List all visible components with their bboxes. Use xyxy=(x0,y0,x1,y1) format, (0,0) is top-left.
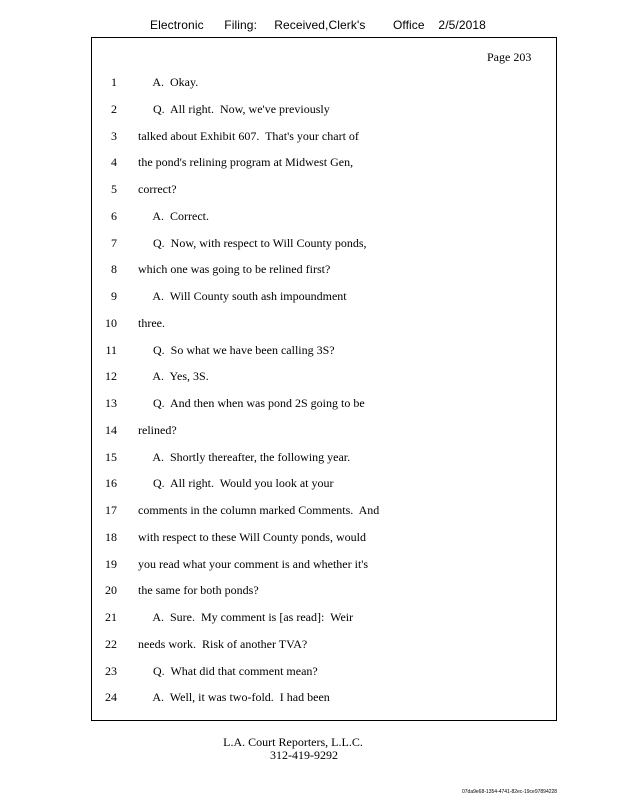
line-text: Q. So what we have been calling 3S? xyxy=(138,342,335,357)
line-number: 24 xyxy=(105,690,117,705)
line-text: A. Sure. My comment is [as read]: Weir xyxy=(138,610,354,624)
line-text: correct? xyxy=(138,182,177,196)
line-text: comments in the column marked Comments. And xyxy=(138,503,380,517)
line-number: 8 xyxy=(111,262,117,277)
line-text: which one was going to be relined first? xyxy=(138,262,331,277)
line-number: 13 xyxy=(105,396,117,410)
line-text: needs work. Risk of another TVA? xyxy=(138,636,308,651)
line-text: three. xyxy=(138,315,165,330)
line-number: 6 xyxy=(111,208,117,223)
line-number: 15 xyxy=(105,449,117,464)
line-number: 9 xyxy=(111,289,117,303)
line-text: you read what your comment is and whether it's xyxy=(138,556,369,571)
line-text: A. Okay. xyxy=(138,75,199,89)
line-number: 21 xyxy=(105,610,117,624)
line-number: 3 xyxy=(111,128,117,143)
line-text: A. Yes, 3S. xyxy=(138,369,209,384)
line-number: 11 xyxy=(105,342,117,357)
line-number: 18 xyxy=(105,529,117,544)
line-text: the pond's relining program at Midwest Gen, xyxy=(138,155,354,170)
line-text: talked about Exhibit 607. That's your chart of xyxy=(138,128,359,143)
document-hash: 07da9e68-1354-4741-82ec-19ce97894228 xyxy=(462,789,558,795)
line-text: A. Well, it was two-fold. I had been xyxy=(138,690,330,705)
line-text: relined? xyxy=(138,422,177,437)
line-number: 17 xyxy=(105,503,117,517)
line-text: with respect to these Will County ponds, would xyxy=(138,529,366,544)
header-office: Office xyxy=(392,18,425,32)
footer-company: L.A. Court Reporters, L.L.C. xyxy=(223,735,363,749)
footer-phone: 312-419-9292 xyxy=(270,748,338,762)
line-text: Q. All right. Now, we've previously xyxy=(138,101,330,116)
line-number: 12 xyxy=(105,369,117,384)
line-text: A. Will County south ash impoundment xyxy=(138,289,347,303)
line-text: Q. Now, with respect to Will County ponds, xyxy=(138,235,367,250)
line-text: Q. All right. Would you look at your xyxy=(138,476,334,491)
line-number: 19 xyxy=(105,556,117,571)
header-received: Received,Clerk's xyxy=(274,18,366,32)
page-number: Page 203 xyxy=(487,50,532,64)
header-date: 2/5/2018 xyxy=(438,18,486,32)
line-text: Q. What did that comment mean? xyxy=(138,663,318,678)
line-number: 4 xyxy=(111,155,117,170)
line-number: 5 xyxy=(111,182,117,196)
line-number: 22 xyxy=(105,636,117,651)
filing-header xyxy=(150,18,486,32)
header-filing: Filing: xyxy=(224,18,258,32)
line-number: 10 xyxy=(105,315,117,330)
line-number: 16 xyxy=(105,476,117,491)
line-text: the same for both ponds? xyxy=(138,583,259,598)
line-number: 2 xyxy=(111,101,117,116)
line-number: 1 xyxy=(111,75,117,89)
line-text: A. Correct. xyxy=(138,208,209,223)
line-number: 23 xyxy=(105,663,117,678)
line-number: 20 xyxy=(105,583,117,598)
line-number: 14 xyxy=(105,422,117,437)
line-number: 7 xyxy=(111,235,117,250)
line-text: Q. And then when was pond 2S going to be xyxy=(138,396,365,410)
header-electronic: Electronic xyxy=(150,18,204,32)
line-text: A. Shortly thereafter, the following year. xyxy=(138,449,351,464)
